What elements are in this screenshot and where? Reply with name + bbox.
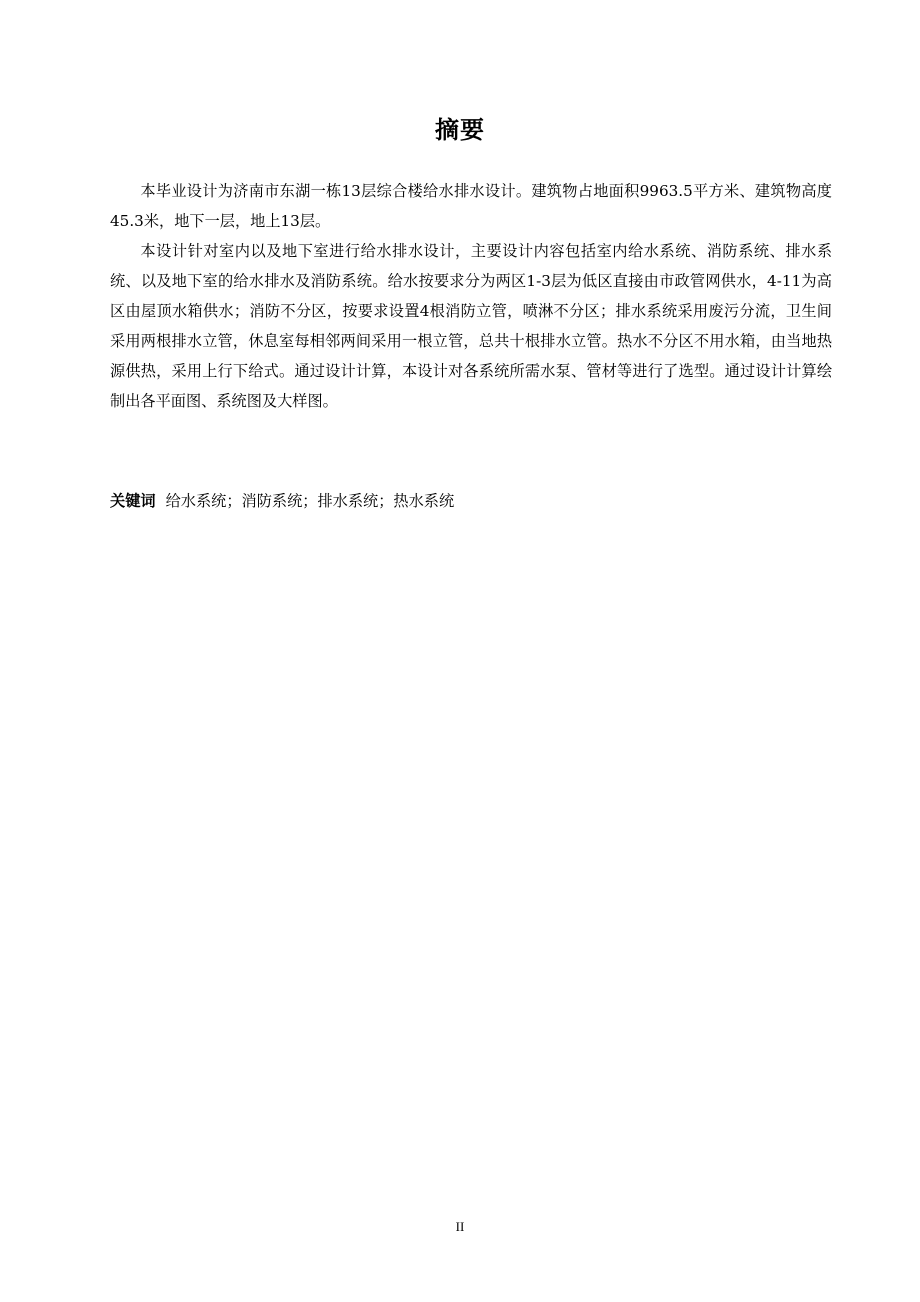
keywords-label: 关键词 [110, 492, 156, 510]
keywords-line [110, 486, 832, 516]
abstract-paragraph-1: 本毕业设计为济南市东湖一栋13层综合楼给水排水设计。建筑物占地面积9963.5平方米、建筑物高度45.3米，地下一层，地上13层。 [110, 182, 832, 230]
page-title: 摘要 [435, 116, 485, 144]
keywords-text: 给水系统；消防系统；排水系统；热水系统 [165, 492, 455, 510]
page-number: II [455, 1219, 465, 1234]
abstract-paragraph-2: 本设计针对室内以及地下室进行给水排水设计，主要设计内容包括室内给水系统、消防系统、排水系统、以及地下室的给水排水及消防系统。给水按要求分为两区1-3层为低区直接由市政管网供水，4-11为高区由屋顶水箱供水；消防不分区，按要求设置4根消防立管，喷淋不分区；排水系统采用废污分流，卫生间采用两根排水立管，休息室每相邻两间采用一根立管，总共十根排水立管。热水不分区不用水箱，由当地热源供热，采用上行下给式。通过设计计算，本设计对各系统所需水泵、管材等进行了选型。通过设计计算绘制出各平面图、系统图及大样图。 [110, 242, 832, 410]
abstract-body [110, 176, 832, 416]
